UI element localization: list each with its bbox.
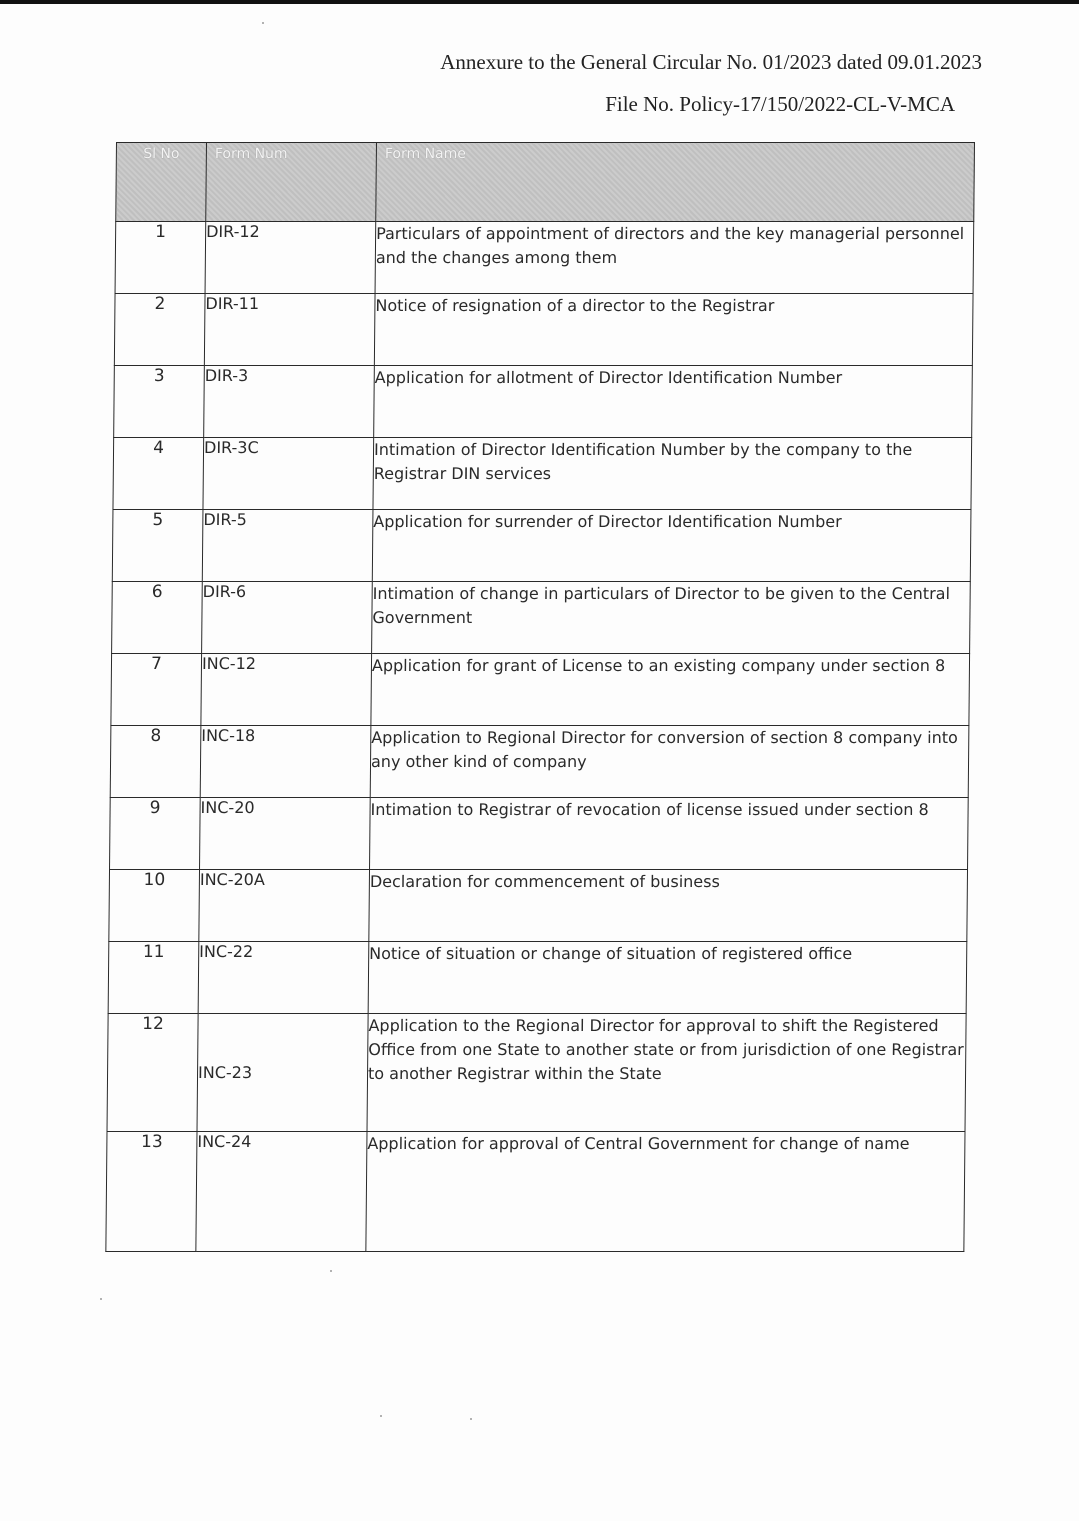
sl-no-cell: 6 (112, 582, 203, 654)
sl-no-cell: 2 (114, 294, 205, 366)
sl-no-cell: 13 (106, 1132, 197, 1252)
table-row (108, 942, 967, 1014)
scan-speck (330, 1270, 332, 1272)
form-num-cell: INC-23 (197, 1014, 368, 1132)
form-name-cell: Application for surrender of Director Identification Number (372, 510, 971, 582)
table-header-row (116, 143, 975, 222)
table-row (110, 726, 969, 798)
sl-no-cell: 11 (108, 942, 199, 1014)
table-row (111, 654, 970, 726)
form-name-cell: Application to the Regional Director for approval to shift the Registered Office from one State to another state or from jurisdiction of one Registrar to another Registrar within the State (367, 1014, 966, 1132)
sl-no-cell: 7 (111, 654, 202, 726)
sl-no-cell: 3 (114, 366, 205, 438)
form-num-cell: DIR-11 (204, 294, 375, 366)
table-row (113, 438, 972, 510)
table-row (115, 222, 974, 294)
forms-table-wrapper (105, 142, 975, 1252)
form-num-cell: INC-20A (199, 870, 370, 942)
form-name-cell: Intimation of change in particulars of Director to be given to the Central Government (372, 582, 971, 654)
sl-no-cell: 9 (110, 798, 201, 870)
form-name-cell: Notice of situation or change of situation of registered office (368, 942, 967, 1014)
table-row (114, 294, 973, 366)
table-row (114, 366, 973, 438)
scan-edge (0, 0, 1079, 4)
form-num-cell: DIR-5 (202, 510, 373, 582)
scan-speck (262, 22, 264, 24)
form-num-cell: INC-12 (201, 654, 372, 726)
forms-table (105, 142, 975, 1252)
form-num-cell: DIR-12 (205, 222, 376, 294)
scan-speck (470, 1418, 472, 1420)
form-num-cell: DIR-3C (203, 438, 374, 510)
scan-speck (380, 1415, 382, 1417)
column-header-sl-no: Sl No (116, 143, 207, 222)
sl-no-cell: 12 (107, 1014, 198, 1132)
table-row (112, 582, 971, 654)
form-num-cell: INC-22 (198, 942, 369, 1014)
form-num-cell: INC-18 (200, 726, 371, 798)
form-name-cell: Application for approval of Central Government for change of name (366, 1132, 965, 1252)
form-name-cell: Intimation of Director Identification Number by the company to the Registrar DIN services (373, 438, 972, 510)
form-name-cell: Application to Regional Director for conversion of section 8 company into any other kind of company (370, 726, 969, 798)
table-row (112, 510, 971, 582)
table-row (109, 870, 968, 942)
form-num-cell: DIR-6 (202, 582, 373, 654)
form-num-cell: INC-24 (196, 1132, 367, 1252)
sl-no-cell: 4 (113, 438, 204, 510)
form-name-cell: Intimation to Registrar of revocation of license issued under section 8 (370, 798, 969, 870)
sl-no-cell: 10 (109, 870, 200, 942)
sl-no-cell: 1 (115, 222, 206, 294)
form-name-cell: Notice of resignation of a director to the Registrar (374, 294, 973, 366)
circular-reference: Annexure to the General Circular No. 01/2023 dated 09.01.2023 (440, 50, 982, 74)
form-name-cell: Application for grant of License to an existing company under section 8 (371, 654, 970, 726)
column-header-form-num: Form Num (206, 143, 377, 222)
form-name-cell: Declaration for commencement of business (369, 870, 968, 942)
scan-speck (100, 1298, 102, 1300)
form-num-cell: INC-20 (200, 798, 371, 870)
sl-no-cell: 8 (110, 726, 201, 798)
table-row (106, 1132, 965, 1252)
table-row (110, 798, 969, 870)
form-name-cell: Application for allotment of Director Identification Number (374, 366, 973, 438)
column-header-form-name: Form Name (376, 143, 975, 222)
sl-no-cell: 5 (112, 510, 203, 582)
form-name-cell: Particulars of appointment of directors and the key managerial personnel and the changes among them (375, 222, 974, 294)
file-number: File No. Policy-17/150/2022-CL-V-MCA (605, 92, 955, 116)
form-num-cell: DIR-3 (204, 366, 375, 438)
table-row (107, 1014, 966, 1132)
